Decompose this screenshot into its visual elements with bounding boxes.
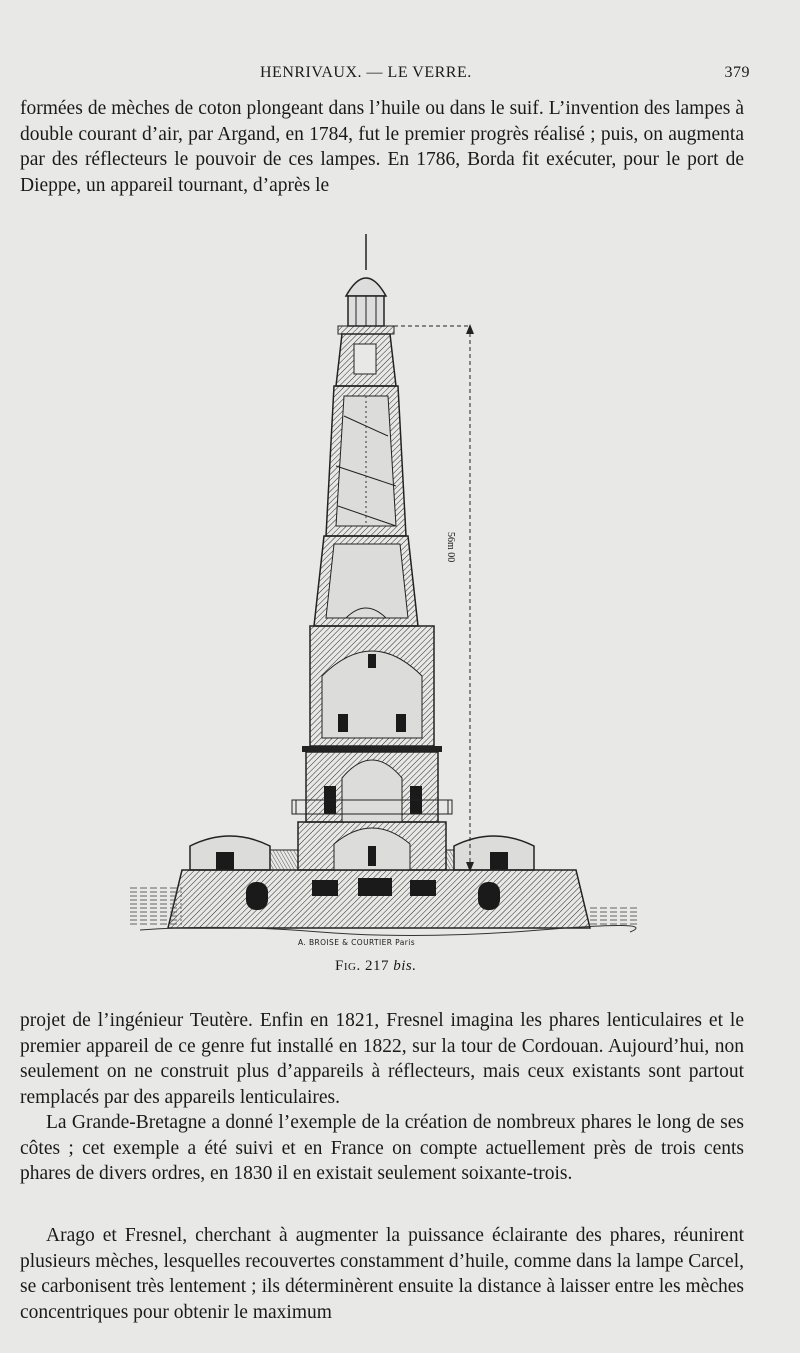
paragraph-2: projet de l’ingénieur Teutère. Enfin en 1821, Fresnel imagina les phares lenticulaires et le premier appareil de ce genre fut installé en 1822, sur la tour de Cordouan. Aujourd’hui, non seulement on ne construit plus d’appareils à réflecteurs, mais ceux existants sont partout remplacés par des appareils lenticulaires.	[20, 1010, 744, 1108]
paragraph-3: La Grande-Bretagne a donné l’exemple de la création de nombreux phares le long de ses côtes ; cet exemple a été suivi et en France on compte actuellement près de trois cents phares de divers ordres, en 1830 il en existait seulement soixante-trois.	[20, 1112, 744, 1184]
figure-caption	[335, 958, 416, 975]
lighthouse-engraving	[120, 226, 650, 956]
lighthouse-figure	[120, 226, 650, 956]
running-header	[20, 64, 750, 90]
caption-suffix: bis.	[393, 958, 417, 974]
paragraph-4: Arago et Fresnel, cherchant à augmenter la puissance éclairante des phares, réunirent plusieurs mèches, lesquelles recouvertes constamment d’huile, comme dans la lampe Carcel, se carbonisent très lentement ; ils déterminèrent ensuite la distance à laisser entre les mèches concentriques pour obtenir le maximum	[20, 1225, 744, 1323]
caption-number: 217	[364, 958, 389, 974]
running-title: HENRIVAUX. — LE VERRE.	[260, 64, 472, 81]
paragraph-1: formées de mèches de coton plongeant dans l’huile ou dans le suif. L’invention des lampes à double courant d’air, par Argand, en 1784, fut le premier progrès réalisé ; puis, on augmenta par des réflecteurs le pouvoir de ces lampes. En 1786, Borda fit exécuter, pour le port de Dieppe, un appareil tournant, d’après le	[20, 98, 744, 196]
dimension-label: 56m 00	[445, 532, 456, 563]
engraver-credit: A. BROISE & COURTIER Paris	[298, 938, 416, 947]
page-number: 379	[724, 64, 750, 81]
caption-prefix: Fig.	[335, 958, 361, 974]
